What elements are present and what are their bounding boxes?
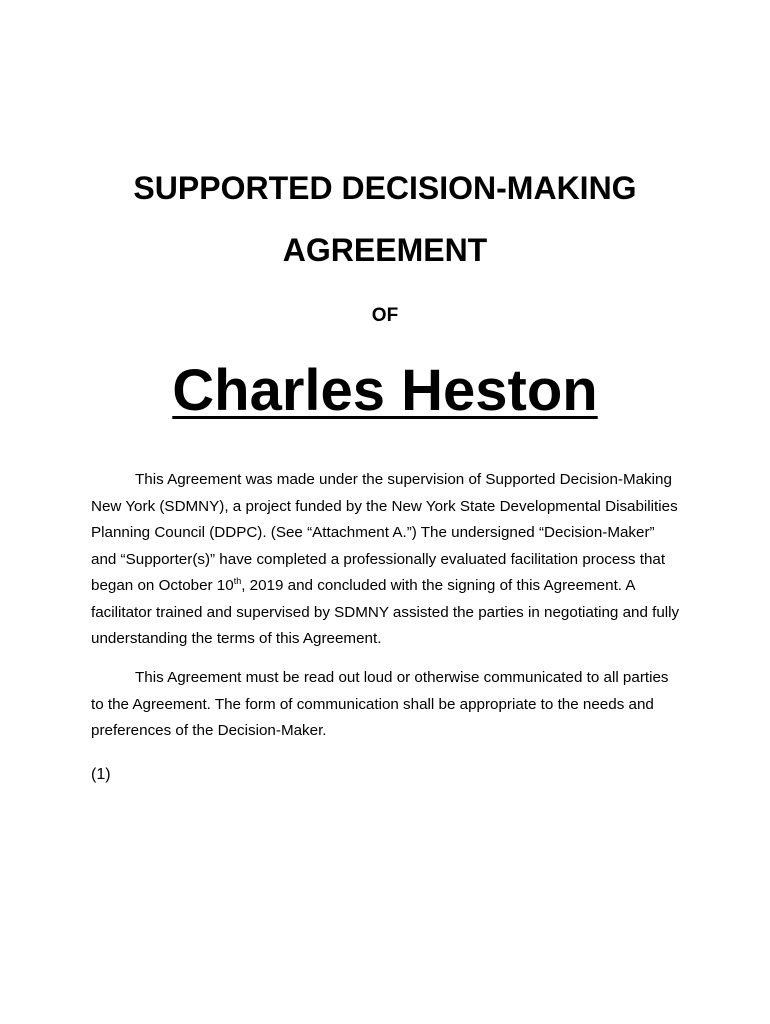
title-line-2: AGREEMENT [282,232,488,268]
intro-paragraph [91,467,691,653]
decision-maker-name: Charles Heston [172,358,598,423]
paragraph-line: preferences of the Decision-Maker. [91,722,327,739]
paragraph-line: This Agreement was made under the supervision of Supported Decision-Making [135,471,672,488]
paragraph-line-date [91,573,691,600]
paragraph-line: This Agreement must be read out loud or otherwise communicated to all parties [135,669,669,686]
date-ordinal-suffix: th [233,575,242,586]
title-of: OF [371,305,399,326]
paragraph-line: facilitator trained and supervised by SDMNY assisted the parties in negotiating and fully [91,603,680,621]
paragraph-line: Planning Council (DDPC). (See “Attachment A.”) The undersigned “Decision-Maker” [91,524,655,541]
paragraph-line: understanding the terms of this Agreement. [91,630,382,647]
date-text-before: began on October 10 [91,577,234,594]
paragraph-line: and “Supporter(s)” have completed a professionally evaluated facilitation process that [91,550,666,568]
communication-paragraph [91,665,691,745]
paragraph-line: to the Agreement. The form of communication shall be appropriate to the needs and [91,695,654,713]
date-text-after: , 2019 and concluded with the signing of this Agreement. A [241,577,636,594]
title-line-1: SUPPORTED DECISION-MAKING [133,170,637,206]
paragraph-line: New York (SDMNY), a project funded by the New York State Developmental Disabilities [91,497,678,515]
section-number: (1) [91,766,111,783]
